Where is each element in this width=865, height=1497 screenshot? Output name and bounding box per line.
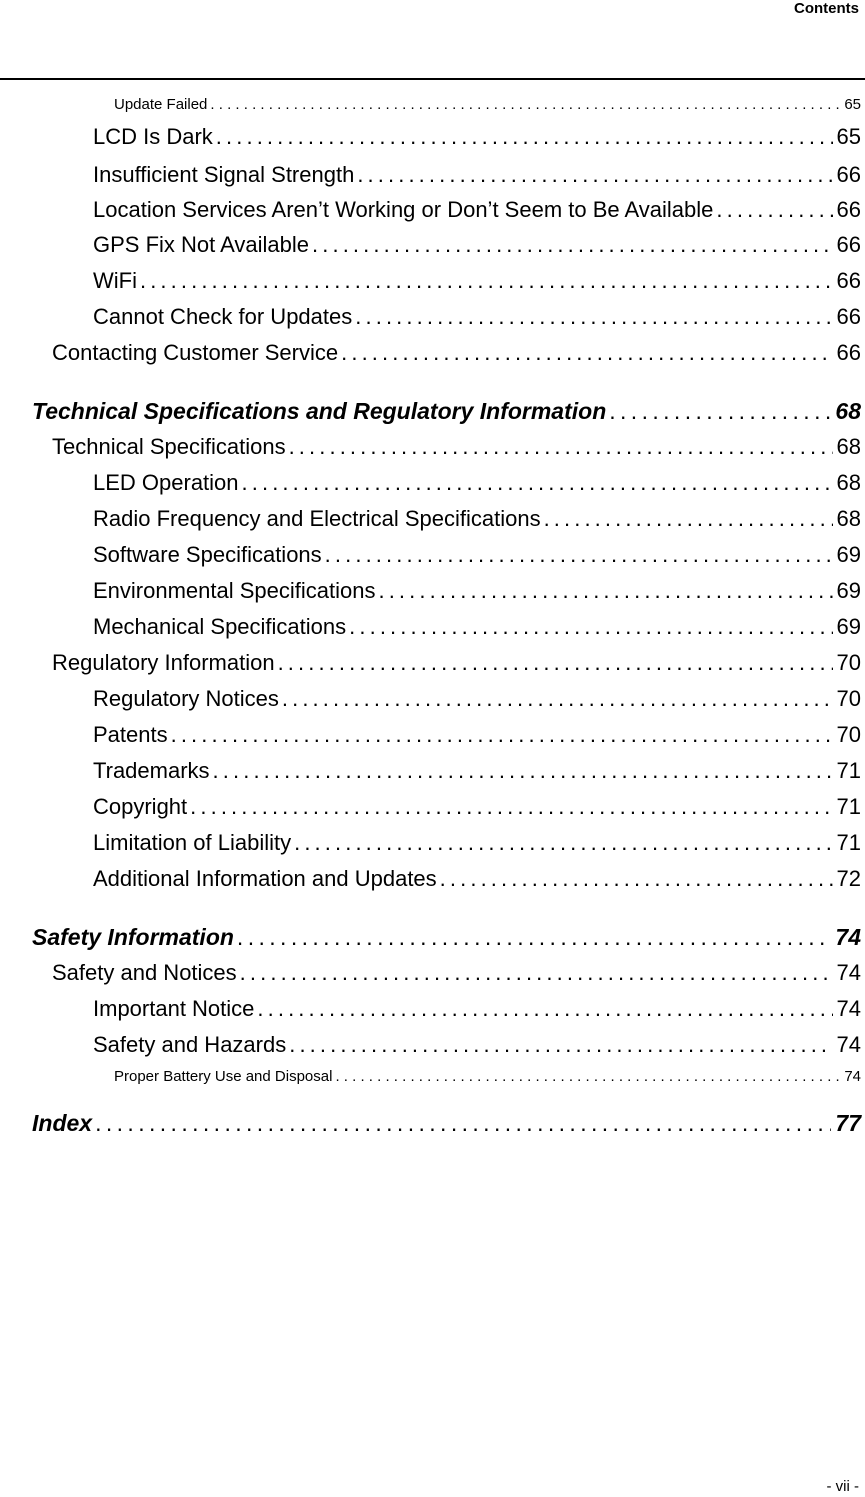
toc-entry-title: Environmental Specifications	[93, 578, 376, 603]
dot-leader	[355, 304, 832, 330]
dot-leader	[335, 1068, 840, 1085]
toc-entry-additional-information[interactable]	[93, 866, 861, 892]
dot-leader	[278, 650, 833, 676]
toc-entry-title: Radio Frequency and Electrical Specifications	[93, 506, 541, 531]
dot-leader	[325, 542, 833, 568]
toc-entry-page: 72	[836, 866, 861, 891]
toc-entry-page: 74	[836, 996, 861, 1021]
toc-entry-page: 66	[836, 268, 861, 293]
toc-entry-page: 69	[836, 578, 861, 603]
toc-entry-regulatory-notices[interactable]	[93, 686, 861, 712]
toc-entry-safety-and-hazards[interactable]	[93, 1032, 861, 1058]
toc-entry-update-failed[interactable]	[114, 96, 861, 113]
toc-entry-limitation-of-liability[interactable]	[93, 830, 861, 856]
toc-entry-page: 66	[836, 340, 861, 365]
toc-entry-environmental-specifications[interactable]	[93, 578, 861, 604]
toc-entry-page: 66	[836, 197, 861, 222]
toc-entry-title: Safety and Notices	[52, 960, 237, 985]
page-number: - vii -	[826, 1478, 859, 1495]
dot-leader	[257, 996, 832, 1022]
dot-leader	[140, 268, 833, 294]
dot-leader	[289, 1032, 832, 1058]
toc-entry-page: 74	[836, 1032, 861, 1057]
toc-entry-page: 77	[835, 1110, 861, 1136]
dot-leader	[357, 162, 832, 188]
dot-leader	[237, 924, 831, 951]
toc-entry-page: 71	[836, 758, 861, 783]
toc-entry-page: 68	[836, 434, 861, 459]
toc-entry-led-operation[interactable]	[93, 470, 861, 496]
toc-entry-page: 70	[836, 686, 861, 711]
toc-entry-page: 65	[836, 124, 861, 149]
toc-entry-technical-specifications[interactable]	[52, 434, 861, 460]
toc-entry-contacting-customer-service[interactable]	[52, 340, 861, 366]
toc-entry-title: Regulatory Information	[52, 650, 275, 675]
toc-entry-gps-fix[interactable]	[93, 232, 861, 258]
toc-entry-page: 65	[844, 96, 861, 113]
toc-entry-mechanical-specifications[interactable]	[93, 614, 861, 640]
toc-entry-title: Proper Battery Use and Disposal	[114, 1068, 333, 1085]
dot-leader	[349, 614, 832, 640]
toc-entry-title: Software Specifications	[93, 542, 322, 567]
toc-entry-location-services[interactable]	[93, 197, 861, 223]
dot-leader	[216, 124, 833, 150]
toc-entry-insufficient-signal[interactable]	[93, 162, 861, 188]
toc-entry-lcd-is-dark[interactable]	[93, 124, 861, 150]
toc-entry-page: 68	[836, 506, 861, 531]
dot-leader	[609, 398, 831, 425]
toc-entry-software-specifications[interactable]	[93, 542, 861, 568]
toc-entry-page: 74	[836, 960, 861, 985]
dot-leader	[210, 96, 840, 113]
toc-entry-page: 71	[836, 794, 861, 819]
toc-entry-page: 74	[835, 924, 861, 950]
toc-entry-title: Index	[32, 1110, 93, 1136]
toc-chapter-safety-information[interactable]	[32, 924, 861, 951]
header-divider	[0, 78, 865, 80]
toc-entry-page: 70	[836, 722, 861, 747]
toc-entry-title: Patents	[93, 722, 168, 747]
toc-entry-page: 70	[836, 650, 861, 675]
toc-entry-page: 71	[836, 830, 861, 855]
dot-leader	[544, 506, 833, 532]
toc-entry-title: Additional Information and Updates	[93, 866, 437, 891]
toc-entry-title: Copyright	[93, 794, 188, 819]
toc-entry-title: Safety and Hazards	[93, 1032, 287, 1057]
toc-entry-safety-and-notices[interactable]	[52, 960, 861, 986]
dot-leader	[190, 794, 832, 820]
toc-entry-title: Technical Specifications and Regulatory Information	[32, 398, 607, 424]
dot-leader	[312, 232, 832, 258]
toc-entry-page: 66	[836, 304, 861, 329]
dot-leader	[440, 866, 833, 892]
toc-entry-title: Limitation of Liability	[93, 830, 292, 855]
dot-leader	[242, 470, 833, 496]
toc-entry-page: 68	[836, 470, 861, 495]
toc-entry-trademarks[interactable]	[93, 758, 861, 784]
toc-entry-page: 66	[836, 162, 861, 187]
toc-entry-page: 69	[836, 542, 861, 567]
toc-entry-title: Insufficient Signal Strength	[93, 162, 355, 187]
toc-entry-page: 69	[836, 614, 861, 639]
toc-entry-title: Contacting Customer Service	[52, 340, 339, 365]
toc-entry-battery-use[interactable]	[114, 1068, 861, 1085]
toc-entry-title: Regulatory Notices	[93, 686, 279, 711]
toc-entry-radio-frequency[interactable]	[93, 506, 861, 532]
dot-leader	[289, 434, 833, 460]
toc-entry-title: Technical Specifications	[52, 434, 286, 459]
toc-entry-title: GPS Fix Not Available	[93, 232, 310, 257]
toc-entry-regulatory-information[interactable]	[52, 650, 861, 676]
toc-entry-title: WiFi	[93, 268, 137, 293]
toc-entry-copyright[interactable]	[93, 794, 861, 820]
toc-entry-title: Update Failed	[114, 96, 208, 113]
toc-entry-title: LED Operation	[93, 470, 239, 495]
toc-entry-wifi[interactable]	[93, 268, 861, 294]
dot-leader	[240, 960, 833, 986]
toc-entry-page: 68	[835, 398, 861, 424]
dot-leader	[213, 758, 833, 784]
toc-entry-title: Mechanical Specifications	[93, 614, 347, 639]
dot-leader	[378, 578, 832, 604]
dot-leader	[294, 830, 832, 856]
dot-leader	[282, 686, 833, 712]
toc-chapter-index[interactable]	[32, 1110, 861, 1137]
toc-entry-important-notice[interactable]	[93, 996, 861, 1022]
running-header-title: Contents	[794, 0, 859, 17]
toc-entry-title: Trademarks	[93, 758, 210, 783]
dot-leader	[341, 340, 832, 366]
dot-leader	[171, 722, 833, 748]
toc-entry-title: LCD Is Dark	[93, 124, 213, 149]
toc-chapter-technical-specifications-regulatory[interactable]	[32, 398, 861, 425]
toc-entry-page: 66	[836, 232, 861, 257]
dot-leader	[95, 1110, 831, 1137]
toc-entry-title: Safety Information	[32, 924, 234, 950]
toc-entry-title: Cannot Check for Updates	[93, 304, 353, 329]
dot-leader	[716, 197, 832, 223]
toc-entry-page: 74	[844, 1068, 861, 1085]
toc-entry-title: Important Notice	[93, 996, 255, 1021]
toc-entry-patents[interactable]	[93, 722, 861, 748]
toc-entry-cannot-check-updates[interactable]	[93, 304, 861, 330]
toc-entry-title: Location Services Aren’t Working or Don’t Seem to Be Available	[93, 197, 714, 222]
